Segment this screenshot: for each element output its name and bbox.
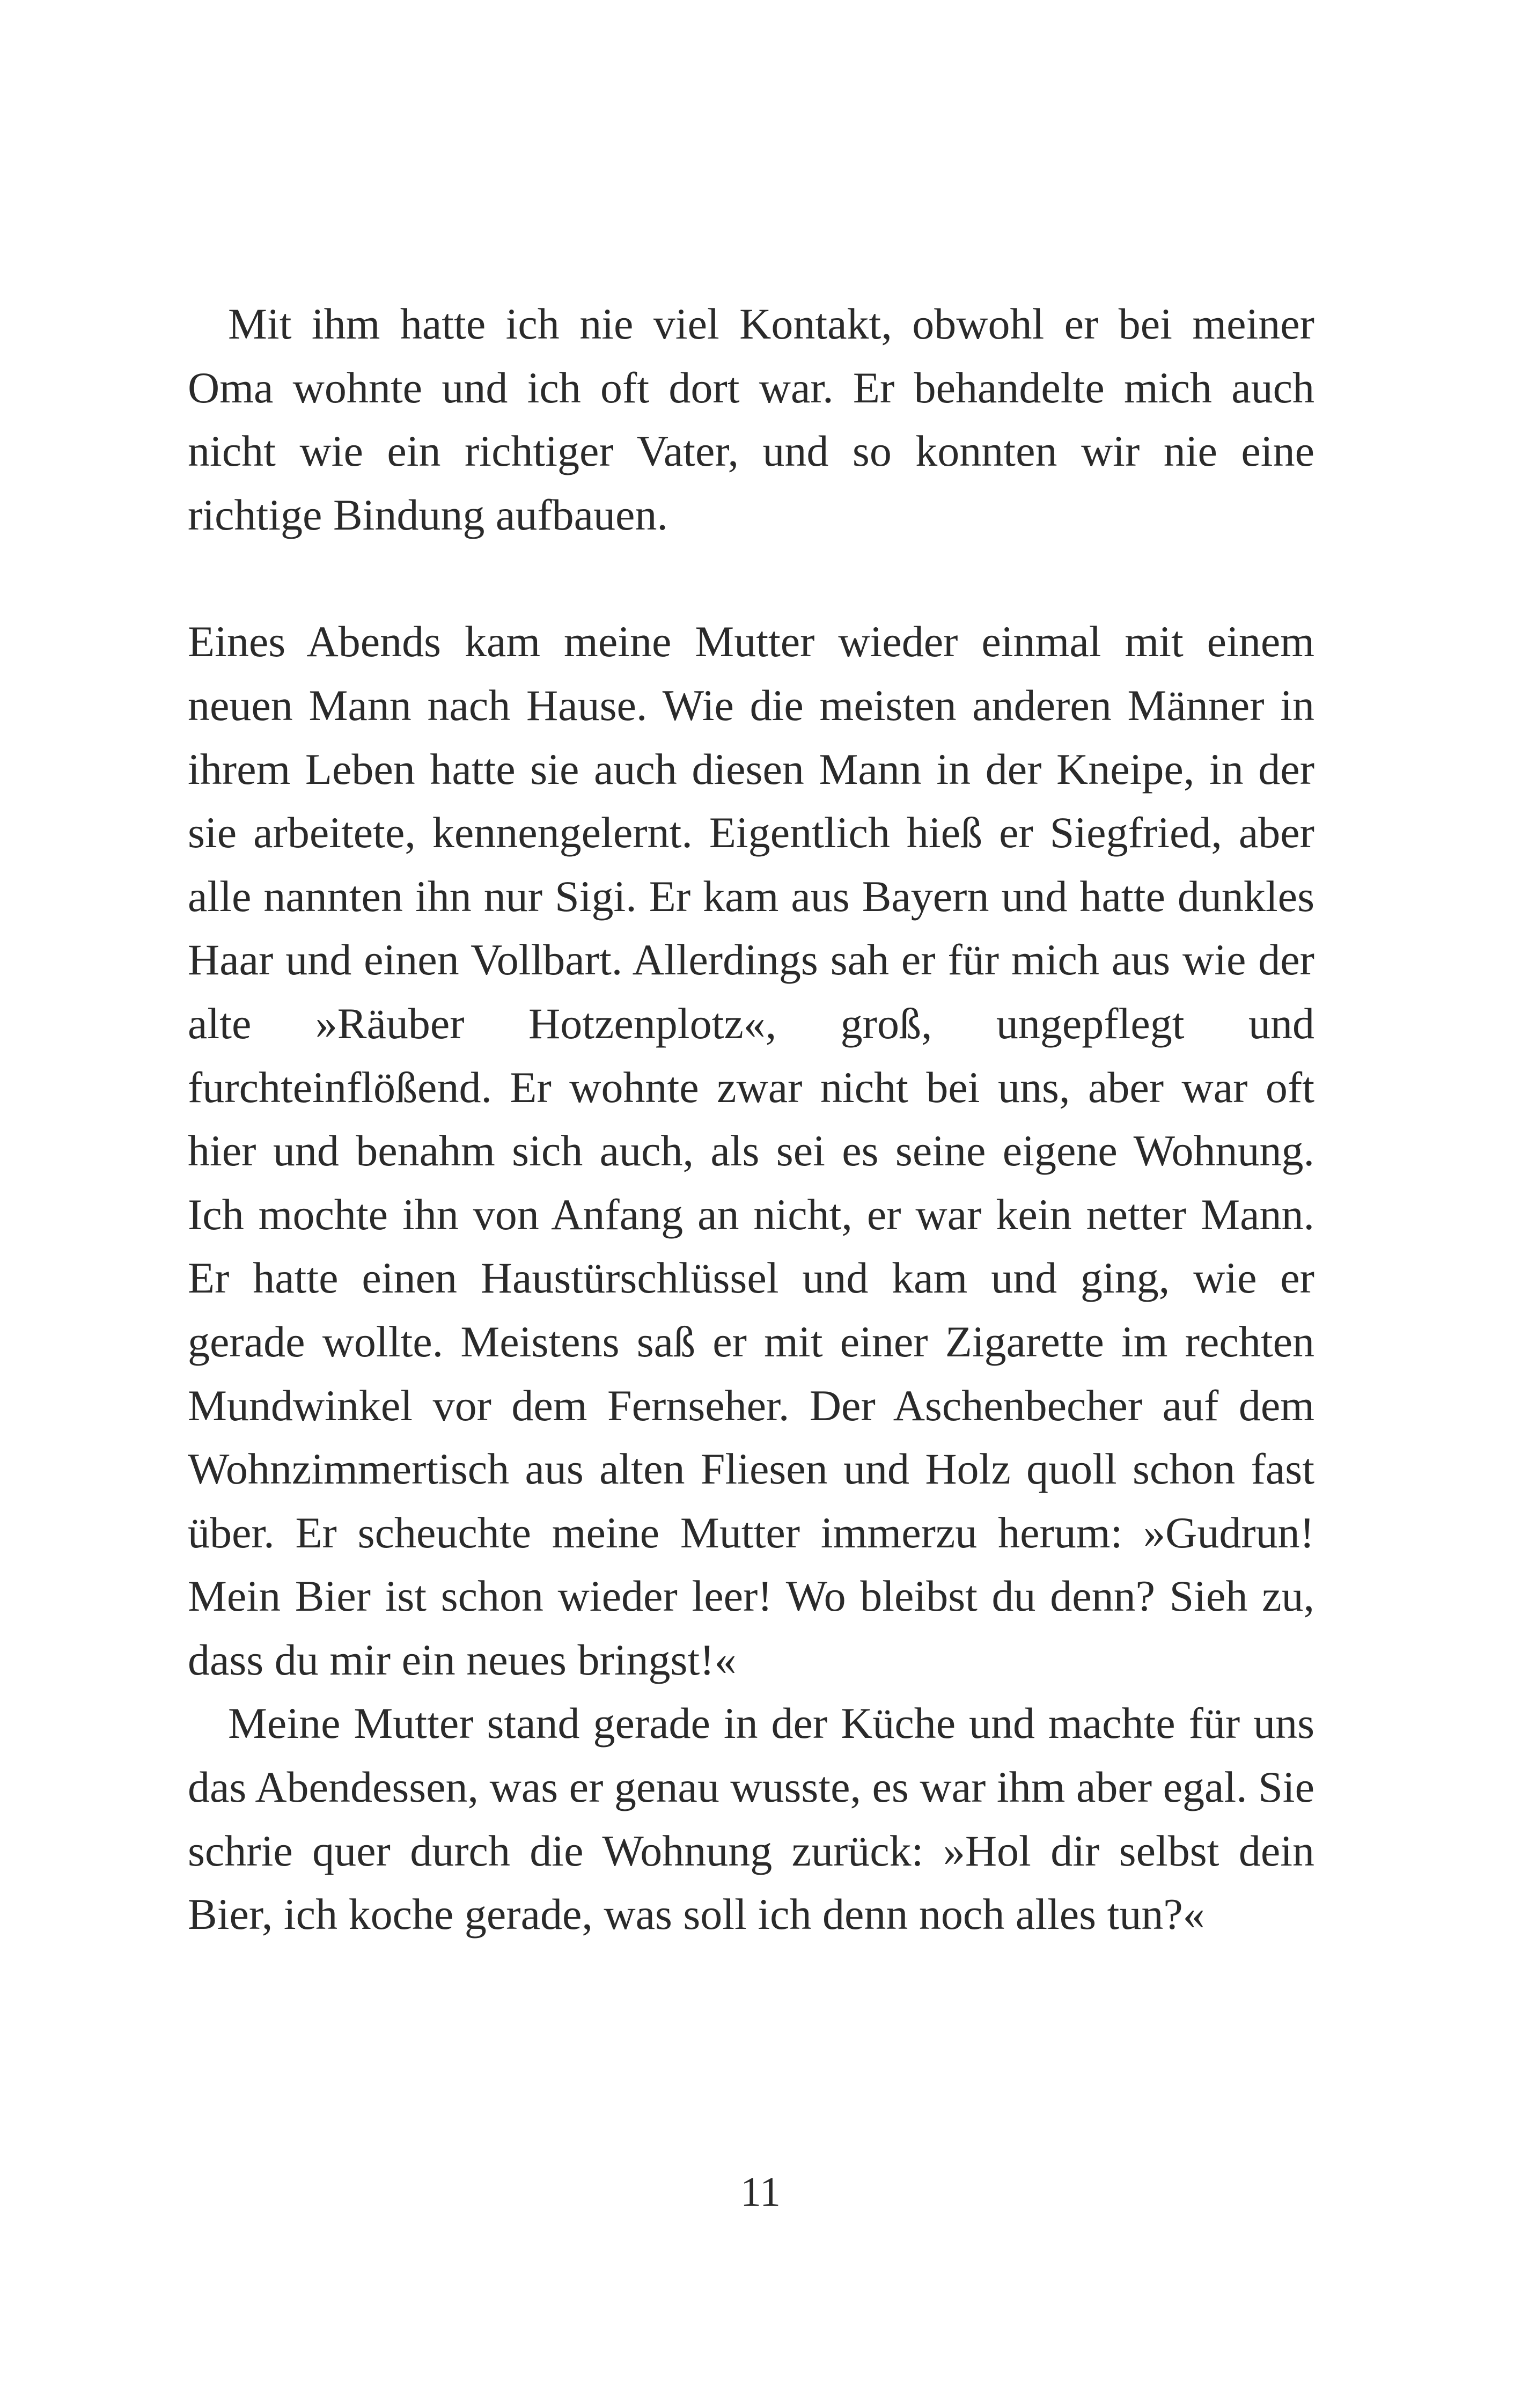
body-text	[188, 292, 1314, 1947]
paragraph-2: Eines Abends kam meine Mutter wieder einmal mit einem neuen Mann nach Hause. Wie die meisten anderen Männer in ihrem Leben hatte sie auch diesen Mann in der Kneipe, in der sie arbeitete, kennengelernt. Eigentlich hieß er Siegfried, aber alle nannten ihn nur Sigi. Er kam aus Bayern und hatte dunkles Haar und einen Vollbart. Allerdings sah er für mich aus wie der alte »Räuber Hotzenplotz«, groß, ungepflegt und furchteinflößend. Er wohnte zwar nicht bei uns, aber war oft hier und benahm sich auch, als sei es seine eigene Wohnung. Ich mochte ihn von Anfang an nicht, er war kein netter Mann. Er hatte einen Haustürschlüssel und kam und ging, wie er gerade wollte. Meistens saß er mit einer Zigarette im rechten Mundwinkel vor dem Fernseher. Der Aschenbecher auf dem Wohnzimmertisch aus alten Fliesen und Holz quoll schon fast über. Er scheuchte meine Mutter immerzu herum: »Gudrun! Mein Bier ist schon wieder leer! Wo bleibst du denn? Sieh zu, dass du mir ein neues bringst!«	[188, 617, 1314, 1684]
paragraph-1: Mit ihm hatte ich nie viel Kontakt, obwohl er bei meiner Oma wohnte und ich oft dort war. Er behandelte mich auch nicht wie ein richtiger Vater, und so konnten wir nie eine richtige Bindung aufbauen.	[188, 299, 1314, 539]
paragraph-3: Meine Mutter stand gerade in der Küche und machte für uns das Abendessen, was er genau wusste, es war ihm aber egal. Sie schrie quer durch die Wohnung zurück: »Hol dir selbst dein Bier, ich koche gerade, was soll ich denn noch alles tun?«	[188, 1699, 1314, 1939]
page-number: 11	[740, 2168, 781, 2215]
